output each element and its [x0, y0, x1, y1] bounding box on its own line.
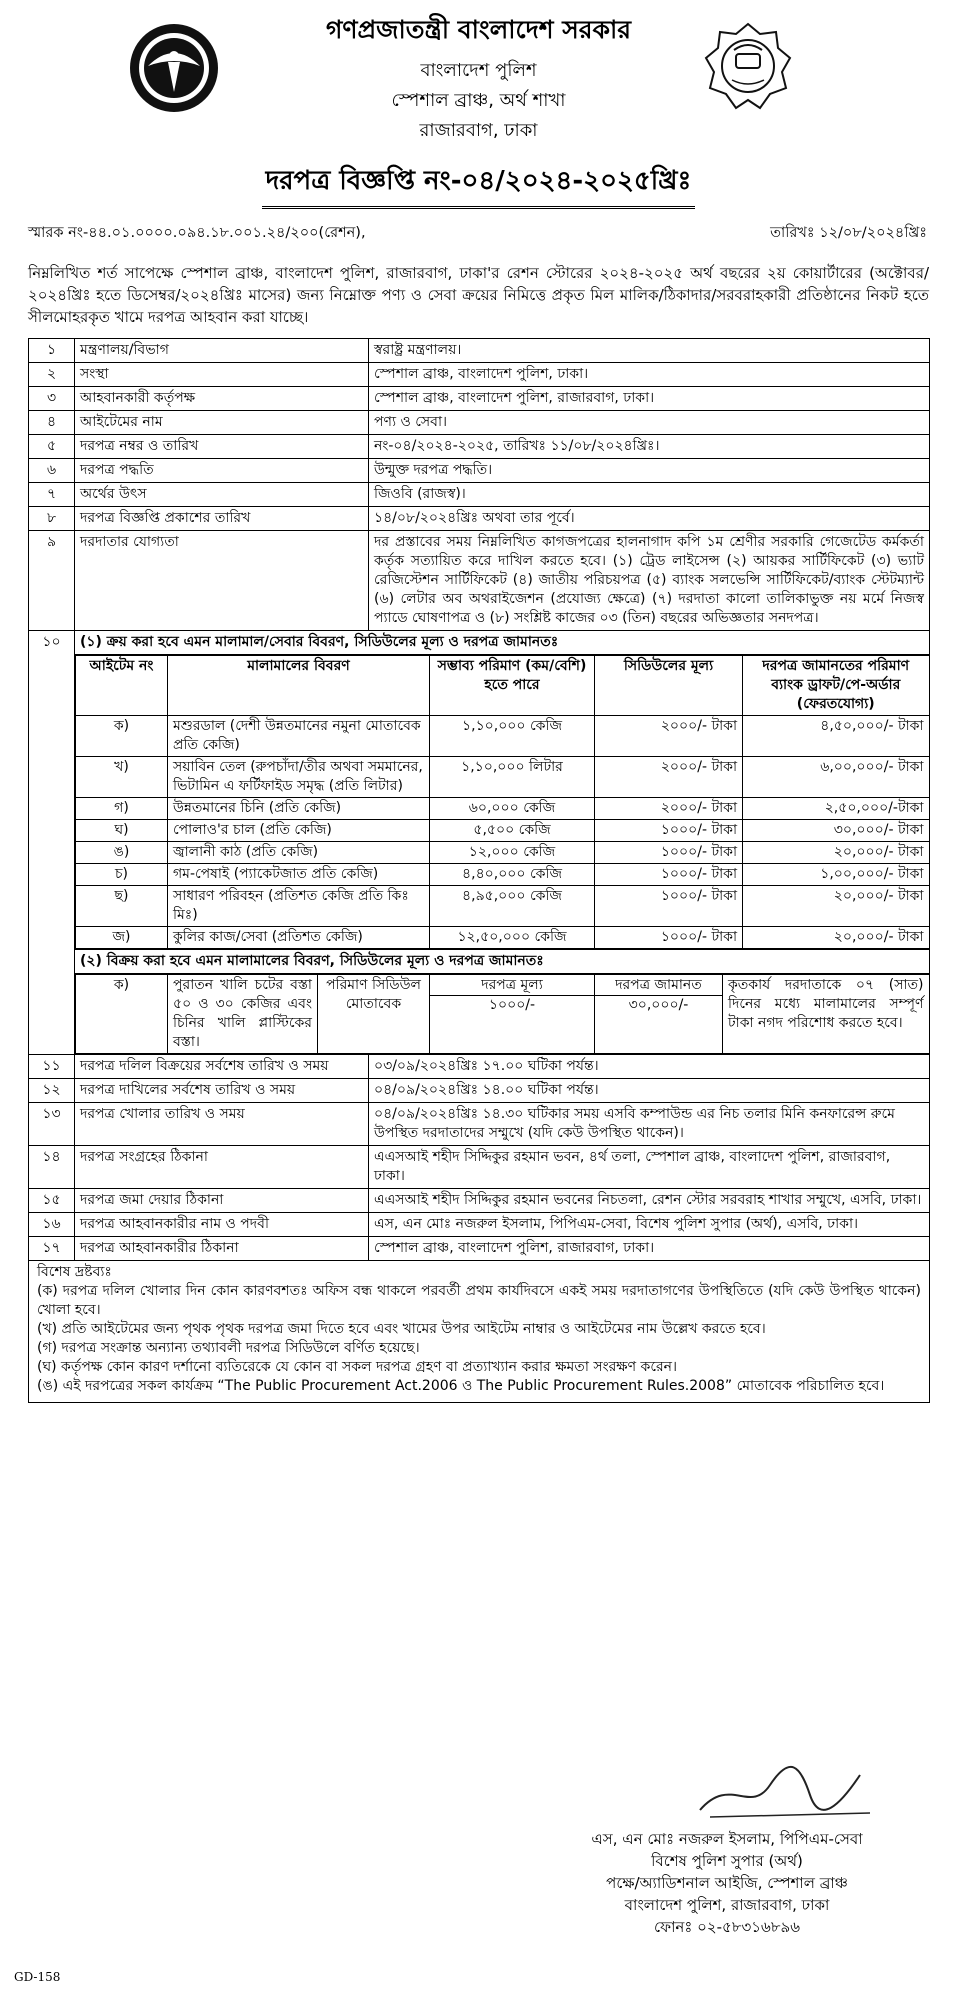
row-number: ১৫: [29, 1189, 75, 1213]
item-number: খ): [76, 757, 168, 798]
row-label: দরপত্র দলিল বিক্রয়ের সর্বশেষ তারিখ ও সময়: [75, 1055, 369, 1079]
item-description: মশুরডাল (দেশী উন্নতমানের নমুনা মোতাবেক প্রতি কেজি): [168, 716, 430, 757]
purchase-item-row: [76, 820, 930, 842]
row-value: এএসআই শহীদ সিদ্দিকুর রহমান ভবনের নিচতলা, রেশন স্টোর সরবরাহ শাখার সম্মুখে, এসবি, ঢাকা।: [369, 1189, 930, 1213]
row-label: দরপত্র জমা দেয়ার ঠিকানা: [75, 1189, 369, 1213]
table-row: [29, 1237, 930, 1261]
row-number: ৭: [29, 483, 75, 507]
item-number: ঙ): [76, 842, 168, 864]
row-label: দরপত্র পদ্ধতি: [75, 459, 369, 483]
table-row: [29, 1079, 930, 1103]
column-header: সিডিউলের মূল্য: [595, 656, 743, 716]
row-number: ১৪: [29, 1146, 75, 1189]
location: রাজারবাগ, ঢাকা: [419, 120, 538, 141]
purchase-item-row: [76, 842, 930, 864]
notes-title: বিশেষ দ্রষ্টব্যঃ: [37, 1264, 112, 1280]
item-quantity: ১,১০,০০০ লিটার: [430, 757, 595, 798]
item-quantity: ৪,৯৫,০০০ কেজি: [430, 886, 595, 927]
item-description: সয়াবিন তেল (রুপচাঁদা/তীর অথবা সমমানের, ভিটামিন এ ফর্টিফাইড সমৃদ্ধ (প্রতি লিটার): [168, 757, 430, 798]
signatory-designation: বিশেষ পুলিশ সুপার (অর্থ): [651, 1852, 803, 1870]
table-row: [29, 459, 930, 483]
item-schedule-price: ১০০০/- টাকা: [595, 820, 743, 842]
item-number: গ): [76, 798, 168, 820]
table-row: [29, 339, 930, 363]
purchase-item-row: [76, 927, 930, 949]
item-security: ৪,৫০,০০০/- টাকা: [743, 716, 930, 757]
row-label: অর্থের উৎস: [75, 483, 369, 507]
table-row: [29, 1055, 930, 1079]
item-description: জ্বালানী কাঠ (প্রতি কেজি): [168, 842, 430, 864]
note-item: (ঘ) কর্তৃপক্ষ কোন কারণ দর্শানো ব্যতিরেকে যে কোন বা সকল দরপত্র গ্রহণ বা প্রত্যাখ্যান করার ক্ষমতা সংরক্ষণ করেন।: [37, 1359, 678, 1375]
purchase-item-row: [76, 757, 930, 798]
row-label: আইটেমের নাম: [75, 411, 369, 435]
notice-title: দরপত্র বিজ্ঞপ্তি নং-০৪/২০২৪-২০২৫খ্রিঃ: [0, 160, 957, 209]
purchase-item-row: [76, 864, 930, 886]
item-quantity: ১২,৫০,০০০ কেজি: [430, 927, 595, 949]
sale-section-title: (২) বিক্রয় করা হবে এমন মালামালের বিবরণ, সিডিউলের মূল্য ও দরপত্র জামানতঃ: [75, 950, 930, 974]
item-security: ২০,০০০/- টাকা: [743, 842, 930, 864]
note-item: (গ) দরপত্র সংক্রান্ত অন্যান্য তথ্যাবলী দরপত্র সিডিউলে বর্ণিত হয়েছে।: [37, 1340, 420, 1356]
purchase-section-title: (১) ক্রয় করা হবে এমন মালামাল/সেবার বিবরণ, সিডিউলের মূল্য ও দরপত্র জামানতঃ: [75, 631, 930, 655]
sale-item-description: পুরাতন খালি চটের বস্তা ৫০ ও ৩০ কেজির এবং চিনির খালি প্লাস্টিকের বস্তা।: [168, 975, 318, 1054]
row-value: এস, এন মোঃ নজরুল ইসলাম, পিপিএম-সেবা, বিশেষ পুলিশ সুপার (অর্থ), এসবি, ঢাকা।: [369, 1213, 930, 1237]
item-quantity: ১২,০০০ কেজি: [430, 842, 595, 864]
row-value: স্পেশাল ব্রাঞ্চ, বাংলাদেশ পুলিশ, ঢাকা।: [369, 363, 930, 387]
sale-item-quantity: পরিমাণ সিডিউল মোতাবেক: [318, 975, 430, 1054]
row-number: ৬: [29, 459, 75, 483]
eligibility-text: দর প্রস্তাবের সময় নিম্নলিখিত কাগজপত্রের হালনাগাদ কপি ১ম শ্রেণীর সরকারি গেজেটেড কর্মকর্তা কর্তৃক সত্যায়িত করে দাখিল করতে হবে। (১) ট্রেড লাইসেন্স (২) আয়কর সার্টিফিকেট (৩) ভ্যাট রেজিস্টেশন সার্টিফিকেট (৪) জাতীয় পরিচয়পত্র (৫) ব্যাংক সলভেন্সি সার্টিফিকেট/ব্যাংক স্টেটম্যান্ট (৬) লেটার অব অথরাইজেশন (প্রযোজ্য ক্ষেত্রে) (৭) দরদাতা কালো তালিকাভুক্ত নয় মর্মে নিজস্ব প্যাডে ঘোষণাপত্র ও (৮) সংশ্লিষ্ট কাজের ০৩ (তিন) বছরের অভিজ্ঞতার সনদপত্র।: [369, 531, 930, 631]
column-header: দরপত্র জামানতের পরিমাণ ব্যাংক ড্রাফট/পে-অর্ডার (ফেরতযোগ্য): [743, 656, 930, 716]
row-value: ০৪/০৯/২০২৪খ্রিঃ ১৪.৩০ ঘটিকার সময় এসবি কম্পাউন্ড এর নিচ তলার মিনি কনফারেন্স রুমে উপস্থিত দরদাতাদের সম্মুখে (যদি কেউ উপস্থিত থাকেন)।: [369, 1103, 930, 1146]
item-security: ২০,০০০/- টাকা: [743, 927, 930, 949]
item-description: উন্নতমানের চিনি (প্রতি কেজি): [168, 798, 430, 820]
eligibility-row: ৯ দরদাতার যোগ্যতা দর প্রস্তাবের সময় নিম্নলিখিত কাগজপত্রের হালনাগাদ কপি ১ম শ্রেণীর সরকারি গেজেটেড কর্মকর্তা কর্তৃক সত্যায়িত করে দাখিল করতে হবে। (১) ট্রেড লাইসেন্স (২) আয়কর সার্টিফিকেট (৩) ভ্যাট রেজিস্টেশন সার্টিফিকেট (৪) জাতীয় পরিচয়পত্র (৫) ব্যাংক সলভেন্সি সার্টিফিকেট/ব্যাংক স্টেটম্যান্ট (৬) লেটার অব অথরাইজেশন (প্রযোজ্য ক্ষেত্রে) (৭) দরদাতা কালো তালিকাভুক্ত নয় মর্মে নিজস্ব প্যাডে ঘোষণাপত্র ও (৮) সংশ্লিষ্ট কাজের ০৩ (তিন) বছরের অভিজ্ঞতার সনদপত্র।: [29, 531, 930, 631]
row-value: ১৪/০৮/২০২৪খ্রিঃ অথবা তার পূর্বে।: [369, 507, 930, 531]
item-schedule-price: ১০০০/- টাকা: [595, 886, 743, 927]
row-number: ১৭: [29, 1237, 75, 1261]
table-row: [29, 1146, 930, 1189]
row-value: ০৩/০৯/২০২৪খ্রিঃ ১৭.০০ ঘটিকা পর্যন্ত।: [369, 1055, 930, 1079]
general-rows: [29, 339, 930, 531]
item-schedule-price: ২০০০/- টাকা: [595, 798, 743, 820]
note-item: (ক) দরপত্র দলিল খোলার দিন কোন কারণবশতঃ অফিস বন্ধ থাকলে পরবর্তী প্রথম কার্যদিবসে একই সময় দরদাতাগণের উপস্থিতিতে (যদি কেউ উপস্থিত থাকেন) খোলা হবে।: [37, 1283, 921, 1318]
row-number: ২: [29, 363, 75, 387]
column-header: সম্ভাব্য পরিমাণ (কম/বেশি) হতে পারে: [430, 656, 595, 716]
section-10: ১০ (১) ক্রয় করা হবে এমন মালামাল/সেবার বিবরণ, সিডিউলের মূল্য ও দরপত্র জামানতঃ আইটেম নং মালামালের বিবরণ সম্ভাব্য পরিমাণ (কম/বেশি) হতে পারে সিডিউলের মূল্য দরপত্র জামানতের পরিমাণ ব্যাংক ড্রাফট/পে-অর্ডার (ফেরতযোগ্য) ক) মশুরডাল (দেশী উন্নতমানের নমুনা মোতাবেক প্রতি কেজি) ১,১০,০০০ কেজি ২০০০/- টাকা ৪,৫০,০০০/- টাকা খ) সয়াবিন তেল (রুপচাঁদা/তীর অথবা সমমানের, ভিটামিন এ ফর্টিফাইড সমৃদ্ধ (প্রতি লিটার) ১,১০,০০০ লিটার ২০০০/- টাকা ৬,০০,০০০/- টাকা গ) উন্নতমানের চিনি (প্রতি কেজি) ৬০,০০০ কেজি ২০০০/- টাকা ২,৫০,০০০/-টাকা ঘ) পোলাও'র চাল (প্রতি কেজি) ৫,৫০০ কেজি ১০০০/- টাকা ৩০,০০০/- টাকা ঙ) জ্বালানী কাঠ (প্রতি কেজি) ১২,০০০ কেজি ১০০০/- টাকা ২০,০০০/- টাকা চ) গম-পেষাই (প্যাকেটজাত প্রতি কেজি) ৪,৪০,০০০ কেজি ১০০০/- টাকা ১,০০,০০০/- টাকা ছ) সাধারণ পরিবহন (প্রতিশত কেজি প্রতি কিঃ মিঃ) ৪,৯৫,০০০ কেজি ১০০০/- টাকা ২০,০০০/- টাকা জ) কুলির কাজ/সেবা (প্রতিশত কেজি) ১২,৫০,০০০ কেজি ১০০০/- টাকা ২০,০০০/- টাকা (২) বিক্রয় করা হবে এমন মালামালের বিবরণ, সিডিউলের মূল্য ও দরপত্র জামানতঃ ক) পুরাতন খালি চটের বস্তা ৫০ ও ৩০ কেজির এবং চিনির খালি প্লাস্টিকের বস্তা। পরিমাণ সিডিউল মোতাবেক দরপত্র মূল্য ১০০০/- দরপত্র জামানত ৩০,০০০/- কৃতকার্য দরদাতাকে ০৭ (সাত) দিনের মধ্যে মালামালের সম্পূর্ণ টাকা নগদ পরিশোধ করতে হবে।: [29, 631, 930, 1055]
row-value: নং-০৪/২০২৪-২০২৫, তারিখঃ ১১/০৮/২০২৪খ্রিঃ।: [369, 435, 930, 459]
closing-rows: [29, 1055, 930, 1261]
government-title: গণপ্রজাতন্ত্রী বাংলাদেশ সরকার: [326, 15, 631, 44]
notes-section: [29, 1261, 930, 1403]
intro-paragraph: নিম্নলিখিত শর্ত সাপেক্ষে স্পেশাল ব্রাঞ্চ, বাংলাদেশ পুলিশ, রাজারবাগ, ঢাকা'র রেশন স্টোরের ২০২৪-২০২৫ অর্থ বছরের ২য় কোয়ার্টারের (অক্টোবর/২০২৪খ্রিঃ হতে ডিসেম্বর/২০২৪খ্রিঃ মাসের) জন্য নিম্নোক্ত পণ্য ও সেবা ক্রয়ের নিমিত্তে প্রকৃত মিল মালিক/ঠিকাদার/সরবরাহকারী প্রতিষ্ঠানের নিকট হতে সীলমোহরকৃত খামে দরপত্র আহবান করা যাচ্ছে।: [28, 264, 929, 326]
item-security: ১,০০,০০০/- টাকা: [743, 864, 930, 886]
row-label: দরপত্র আহবানকারীর ঠিকানা: [75, 1237, 369, 1261]
row-label: আহবানকারী কর্তৃপক্ষ: [75, 387, 369, 411]
row-number: ১১: [29, 1055, 75, 1079]
item-description: কুলির কাজ/সেবা (প্রতিশত কেজি): [168, 927, 430, 949]
row-number: ৩: [29, 387, 75, 411]
item-quantity: ৬০,০০০ কেজি: [430, 798, 595, 820]
row-number: ৮: [29, 507, 75, 531]
item-number: জ): [76, 927, 168, 949]
row-label: সংস্থা: [75, 363, 369, 387]
row-label: দরপত্র বিজ্ঞপ্তি প্রকাশের তারিখ: [75, 507, 369, 531]
footer-code: GD-158: [14, 1970, 61, 1984]
sale-security: দরপত্র জামানত ৩০,০০০/-: [595, 975, 723, 1054]
signatory-on-behalf: পক্ষে/অ্যাডিশনাল আইজি, স্পেশাল ব্রাঞ্চ: [606, 1874, 848, 1892]
item-schedule-price: ২০০০/- টাকা: [595, 757, 743, 798]
row-value: জিওবি (রাজস্ব)।: [369, 483, 930, 507]
signatory-name: এস, এন মোঃ নজরুল ইসলাম, পিপিএম-সেবা: [591, 1830, 863, 1848]
sale-schedule-price: দরপত্র মূল্য ১০০০/-: [430, 975, 595, 1054]
row-value: স্পেশাল ব্রাঞ্চ, বাংলাদেশ পুলিশ, রাজারবাগ, ঢাকা।: [369, 387, 930, 411]
signatory-office: বাংলাদেশ পুলিশ, রাজারবাগ, ঢাকা: [624, 1896, 830, 1914]
row-number: ৪: [29, 411, 75, 435]
row-value: স্পেশাল ব্রাঞ্চ, বাংলাদেশ পুলিশ, রাজারবাগ, ঢাকা।: [369, 1237, 930, 1261]
item-number: ঘ): [76, 820, 168, 842]
row-label: মন্ত্রণালয়/বিভাগ: [75, 339, 369, 363]
item-schedule-price: ১০০০/- টাকা: [595, 927, 743, 949]
signatory-phone: ফোনঃ ০২-৫৮৩১৬৮৯৬: [654, 1918, 800, 1936]
letterhead: [0, 0, 957, 196]
row-label: দরপত্র দাখিলের সর্বশেষ তারিখ ও সময়: [75, 1079, 369, 1103]
notice-date: তারিখঃ ১২/০৮/২০২৪খ্রিঃ: [770, 225, 927, 241]
table-row: [29, 435, 930, 459]
row-value: স্বরাষ্ট্র মন্ত্রণালয়।: [369, 339, 930, 363]
table-row: [29, 1189, 930, 1213]
item-description: পোলাও'র চাল (প্রতি কেজি): [168, 820, 430, 842]
item-description: গম-পেষাই (প্যাকেটজাত প্রতি কেজি): [168, 864, 430, 886]
item-schedule-price: ১০০০/- টাকা: [595, 842, 743, 864]
row-value: এএসআই শহীদ সিদ্দিকুর রহমান ভবন, ৪র্থ তলা, স্পেশাল ব্রাঞ্চ, বাংলাদেশ পুলিশ, রাজারবাগ, ঢাকা।: [369, 1146, 930, 1189]
row-label: দরপত্র আহবানকারীর নাম ও পদবী: [75, 1213, 369, 1237]
item-schedule-price: ২০০০/- টাকা: [595, 716, 743, 757]
item-number: ক): [76, 716, 168, 757]
memo-number: স্মারক নং-৪৪.০১.০০০০.০৯৪.১৮.০০১.২৪/২০০(রেশন),: [28, 225, 366, 241]
purchase-item-row: [76, 798, 930, 820]
row-number: ১৬: [29, 1213, 75, 1237]
row-number: ১২: [29, 1079, 75, 1103]
item-quantity: ৫,৫০০ কেজি: [430, 820, 595, 842]
sale-note: কৃতকার্য দরদাতাকে ০৭ (সাত) দিনের মধ্যে মালামালের সম্পূর্ণ টাকা নগদ পরিশোধ করতে হবে।: [723, 975, 930, 1054]
table-row: [29, 1213, 930, 1237]
department-name: বাংলাদেশ পুলিশ: [420, 60, 537, 81]
table-row: [29, 363, 930, 387]
tender-details-table: [28, 338, 930, 1403]
row-label: দরপত্র নম্বর ও তারিখ: [75, 435, 369, 459]
note-item: (খ) প্রতি আইটেমের জন্য পৃথক পৃথক দরপত্র জমা দিতে হবে এবং খামের উপর আইটেম নাম্বার ও আইটেমের নাম উল্লেখ করতে হবে।: [37, 1321, 766, 1337]
column-header: আইটেম নং: [76, 656, 168, 716]
row-number: ৫: [29, 435, 75, 459]
purchase-item-row: [76, 716, 930, 757]
row-number: ১: [29, 339, 75, 363]
signature-scribble-icon: [690, 1755, 890, 1825]
item-quantity: ১,১০,০০০ কেজি: [430, 716, 595, 757]
row-label: দরপত্র খোলার তারিখ ও সময়: [75, 1103, 369, 1146]
row-value: উন্মুক্ত দরপত্র পদ্ধতি।: [369, 459, 930, 483]
table-row: [29, 507, 930, 531]
row-number: ১৩: [29, 1103, 75, 1146]
column-header: মালামালের বিবরণ: [168, 656, 430, 716]
item-description: সাধারণ পরিবহন (প্রতিশত কেজি প্রতি কিঃ মিঃ): [168, 886, 430, 927]
item-security: ৩০,০০০/- টাকা: [743, 820, 930, 842]
purchase-items-table: [75, 655, 930, 949]
item-number: ছ): [76, 886, 168, 927]
item-security: ২০,০০০/- টাকা: [743, 886, 930, 927]
notes-list: [37, 1282, 921, 1396]
table-row: [29, 1103, 930, 1146]
item-schedule-price: ১০০০/- টাকা: [595, 864, 743, 886]
row-value: ০৪/০৯/২০২৪খ্রিঃ ১৪.০০ ঘটিকা পর্যন্ত।: [369, 1079, 930, 1103]
branch-name: স্পেশাল ব্রাঞ্চ, অর্থ শাখা: [391, 90, 566, 111]
sale-items-table: ক) পুরাতন খালি চটের বস্তা ৫০ ও ৩০ কেজির এবং চিনির খালি প্লাস্টিকের বস্তা। পরিমাণ সিডিউল মোতাবেক দরপত্র মূল্য ১০০০/- দরপত্র জামানত ৩০,০০০/- কৃতকার্য দরদাতাকে ০৭ (সাত) দিনের মধ্যে মালামালের সম্পূর্ণ টাকা নগদ পরিশোধ করতে হবে।: [75, 974, 930, 1054]
item-security: ২,৫০,০০০/-টাকা: [743, 798, 930, 820]
signature-block: [527, 1828, 927, 1938]
purchase-item-row: [76, 886, 930, 927]
row-value: পণ্য ও সেবা।: [369, 411, 930, 435]
item-security: ৬,০০,০০০/- টাকা: [743, 757, 930, 798]
table-row: [29, 387, 930, 411]
note-item: (ঙ) এই দরপত্রের সকল কার্যক্রম “The Public Procurement Act.2006 ও The Public Procurement Rules.2008” মোতাবেক পরিচালিত হবে।: [37, 1378, 885, 1394]
item-quantity: ৪,৪০,০০০ কেজি: [430, 864, 595, 886]
table-row: [29, 411, 930, 435]
row-label: দরপত্র সংগ্রহের ঠিকানা: [75, 1146, 369, 1189]
table-row: [29, 483, 930, 507]
item-number: চ): [76, 864, 168, 886]
